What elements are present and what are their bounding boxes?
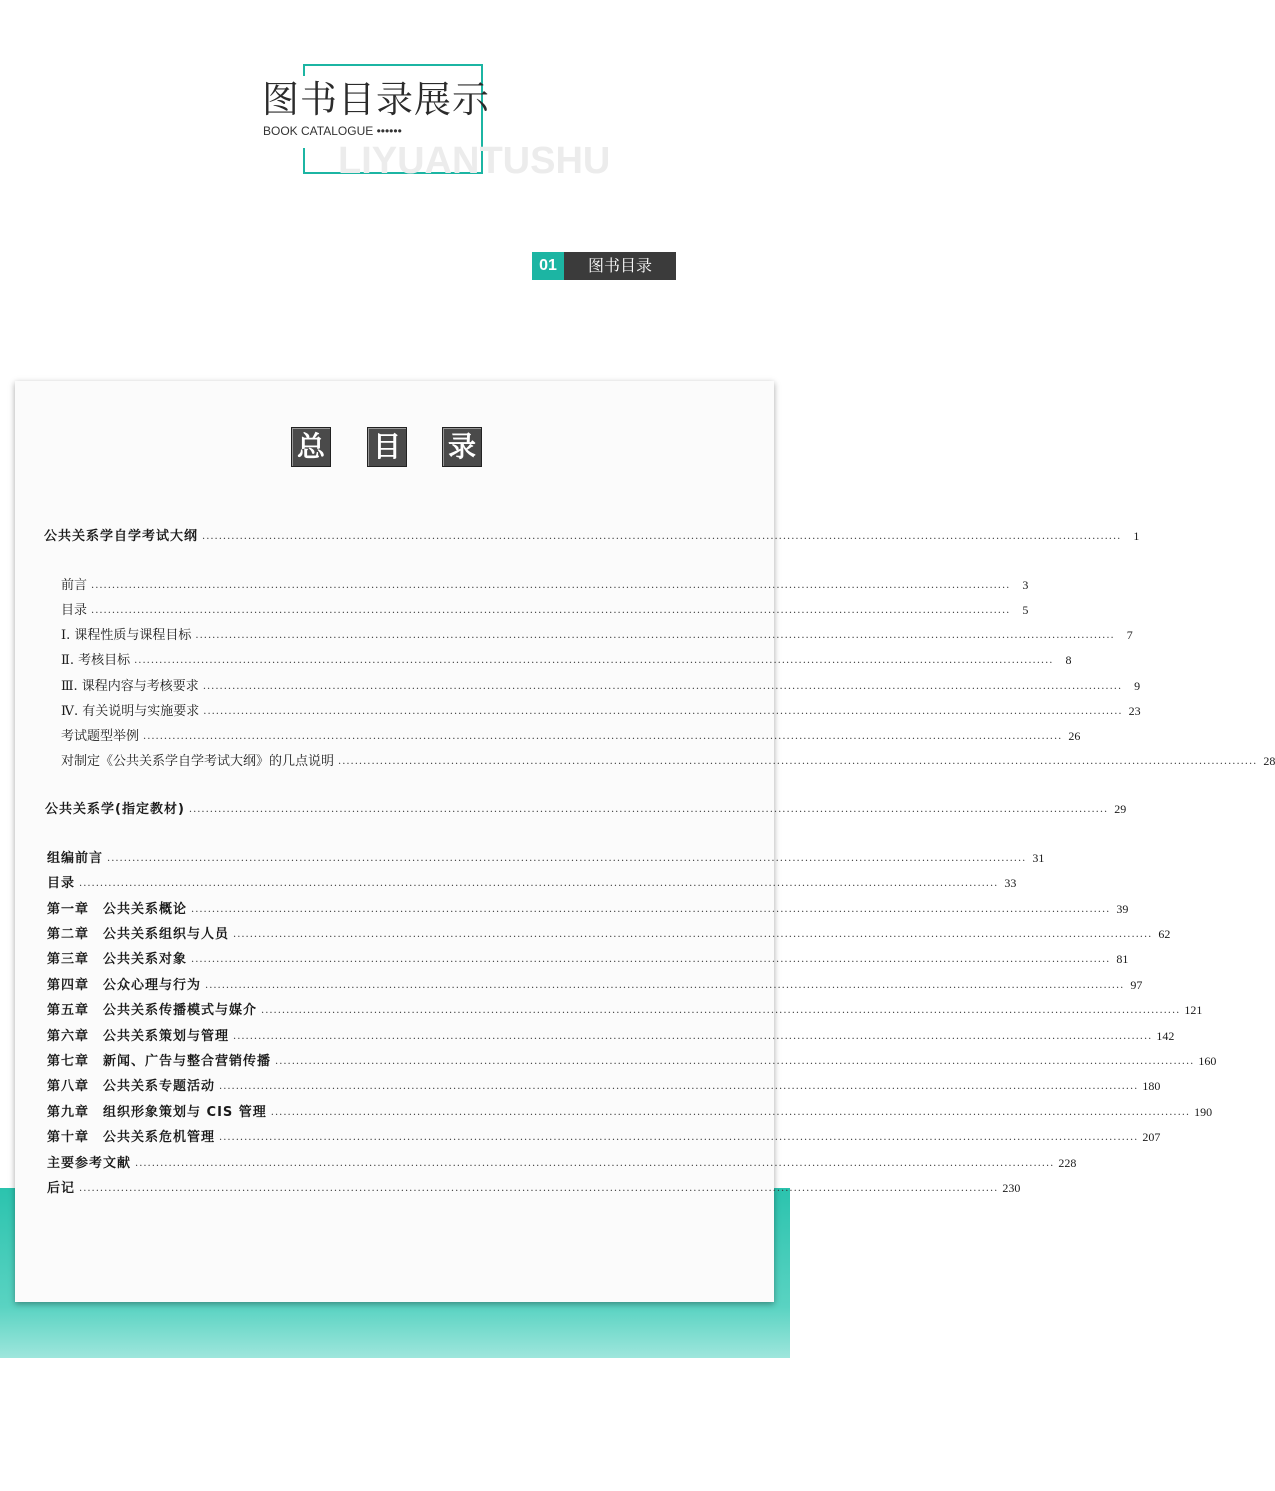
toc-entry-label: 第六章 公共关系策划与管理: [47, 1029, 230, 1044]
toc-entry-label: 第五章 公共关系传播模式与媒介: [47, 1003, 258, 1018]
page-subtitle: BOOK CATALOGUE ••••••: [263, 124, 402, 138]
leader-dots: ............................................................................................................................................................................................................................: [143, 731, 1063, 742]
leader-dots: ............................................................................................................................................................................................................................: [203, 706, 1123, 717]
leader-dots: ............................................................................................................................................................................................................................: [202, 531, 1122, 542]
toc-entry-label: Ⅲ. 课程内容与考核要求: [61, 679, 199, 694]
toc-heading-char: 总: [291, 427, 331, 467]
leader-dots: ............................................................................................................................................................................................................................: [219, 1081, 1139, 1092]
toc-entry: [47, 924, 1171, 942]
toc-entry: [47, 848, 1045, 866]
toc-entry-page: 230: [1002, 1181, 1021, 1195]
leader-dots: ............................................................................................................................................................................................................................: [270, 1107, 1191, 1118]
toc-entry: [47, 1051, 1217, 1069]
toc-entry-page: 81: [1116, 952, 1129, 966]
toc-entry-page: 8: [1065, 653, 1072, 667]
section-label: 图书目录: [564, 252, 676, 280]
toc-entry-label: 第八章 公共关系专题活动: [47, 1079, 216, 1094]
toc-entry-page: 1: [1133, 529, 1140, 543]
toc-entry-label: 组编前言: [47, 851, 104, 866]
toc-entry-page: 26: [1068, 729, 1081, 743]
leader-dots: ............................................................................................................................................................................................................................: [261, 1005, 1181, 1016]
toc-entry-page: 39: [1116, 902, 1129, 916]
toc-entry-page: 207: [1142, 1130, 1161, 1144]
toc-entry-label: 考试题型举例: [61, 729, 140, 744]
toc-entry: [44, 526, 1140, 544]
toc-entry-page: 3: [1022, 578, 1029, 592]
leader-dots: ............................................................................................................................................................................................................................: [91, 605, 1011, 616]
toc-entry-label: 第四章 公众心理与行为: [47, 978, 202, 993]
toc-entry-page: 28: [1263, 754, 1275, 768]
toc-heading-char: 录: [442, 427, 482, 467]
toc-entry-label: 第二章 公共关系组织与人员: [47, 927, 230, 942]
toc-entry-page: 23: [1128, 704, 1141, 718]
toc-entry-label: Ⅰ. 课程性质与课程目标: [61, 628, 192, 643]
toc-entry-page: 62: [1158, 927, 1171, 941]
leader-dots: ............................................................................................................................................................................................................................: [79, 878, 999, 889]
toc-entry-label: 目录: [61, 603, 88, 618]
leader-dots: ............................................................................................................................................................................................................................: [107, 853, 1027, 864]
leader-dots: ............................................................................................................................................................................................................................: [134, 655, 1054, 666]
toc-entry-page: 33: [1004, 876, 1017, 890]
toc-entry: [61, 751, 1275, 769]
toc-entry-page: 228: [1058, 1156, 1077, 1170]
toc-entry: [47, 1153, 1077, 1171]
toc-entry-label: 第十章 公共关系危机管理: [47, 1130, 216, 1145]
leader-dots: ............................................................................................................................................................................................................................: [202, 681, 1123, 692]
toc-entry: [47, 1076, 1161, 1094]
section-tag: [532, 252, 676, 280]
toc-entry: [61, 575, 1029, 593]
toc-entry-label: 公共关系学(指定教材): [45, 802, 185, 817]
toc-entry-page: 5: [1022, 603, 1029, 617]
leader-dots: ............................................................................................................................................................................................................................: [338, 756, 1258, 767]
toc-entry-label: 公共关系学自学考试大纲: [44, 529, 199, 544]
toc-entry: [47, 899, 1129, 917]
leader-dots: ............................................................................................................................................................................................................................: [135, 1158, 1055, 1169]
toc-entry: [47, 1127, 1161, 1145]
toc-entry: [47, 1000, 1203, 1018]
leader-dots: ............................................................................................................................................................................................................................: [195, 630, 1115, 641]
toc-entry: [47, 1178, 1021, 1196]
leader-dots: ............................................................................................................................................................................................................................: [219, 1132, 1139, 1143]
toc-entry-label: Ⅱ. 考核目标: [61, 653, 131, 668]
leader-dots: ............................................................................................................................................................................................................................: [275, 1056, 1195, 1067]
leader-dots: ............................................................................................................................................................................................................................: [79, 1183, 999, 1194]
toc-entry: [47, 949, 1129, 967]
leader-dots: ............................................................................................................................................................................................................................: [191, 954, 1111, 965]
toc-entry: [61, 676, 1141, 694]
toc-heading: [15, 427, 774, 467]
toc-entry: [45, 799, 1127, 817]
toc-entry-label: Ⅳ. 有关说明与实施要求: [61, 704, 200, 719]
page-title: 图书目录展示: [262, 78, 490, 121]
toc-entry-page: 7: [1126, 628, 1133, 642]
toc-entry-page: 31: [1032, 851, 1045, 865]
toc-entry: [61, 625, 1133, 643]
toc-entry-page: 160: [1198, 1054, 1217, 1068]
toc-entry-label: 第七章 新闻、广告与整合营销传播: [47, 1054, 272, 1069]
toc-entry: [61, 650, 1072, 668]
toc-entry-page: 121: [1184, 1003, 1203, 1017]
leader-dots: ............................................................................................................................................................................................................................: [188, 804, 1109, 815]
leader-dots: ............................................................................................................................................................................................................................: [191, 904, 1111, 915]
leader-dots: ............................................................................................................................................................................................................................: [233, 1031, 1153, 1042]
toc-entry: [61, 726, 1081, 744]
toc-entry-label: 第一章 公共关系概论: [47, 902, 188, 917]
toc-entry-label: 主要参考文献: [47, 1156, 132, 1171]
catalogue-page: [15, 381, 1275, 1302]
toc-entry: [61, 701, 1141, 719]
toc-entry-page: 190: [1194, 1105, 1213, 1119]
toc-entry: [47, 1102, 1213, 1120]
toc-heading-char: 目: [367, 427, 407, 467]
watermark-text: LIYUANTUSHU: [338, 140, 611, 182]
toc-entry-label: 第九章 组织形象策划与 CIS 管理: [47, 1105, 267, 1120]
toc-entry-label: 后记: [47, 1181, 76, 1196]
section-number: 01: [532, 252, 564, 280]
toc-entry-label: 对制定《公共关系学自学考试大纲》的几点说明: [61, 754, 335, 769]
toc-entry-page: 180: [1142, 1079, 1161, 1093]
toc-entry-label: 目录: [47, 876, 76, 891]
toc-entry: [47, 975, 1143, 993]
leader-dots: ............................................................................................................................................................................................................................: [91, 580, 1011, 591]
toc-entry: [61, 600, 1029, 618]
toc-entry: [47, 873, 1017, 891]
toc-entry: [47, 1026, 1175, 1044]
toc-entry-page: 97: [1130, 978, 1143, 992]
toc-entry-label: 前言: [61, 578, 88, 593]
toc-entry-label: 第三章 公共关系对象: [47, 952, 188, 967]
toc-entry-page: 9: [1134, 679, 1141, 693]
toc-entry-page: 29: [1114, 802, 1127, 816]
leader-dots: ............................................................................................................................................................................................................................: [233, 929, 1153, 940]
toc-entry-page: 142: [1156, 1029, 1175, 1043]
leader-dots: ............................................................................................................................................................................................................................: [205, 980, 1125, 991]
